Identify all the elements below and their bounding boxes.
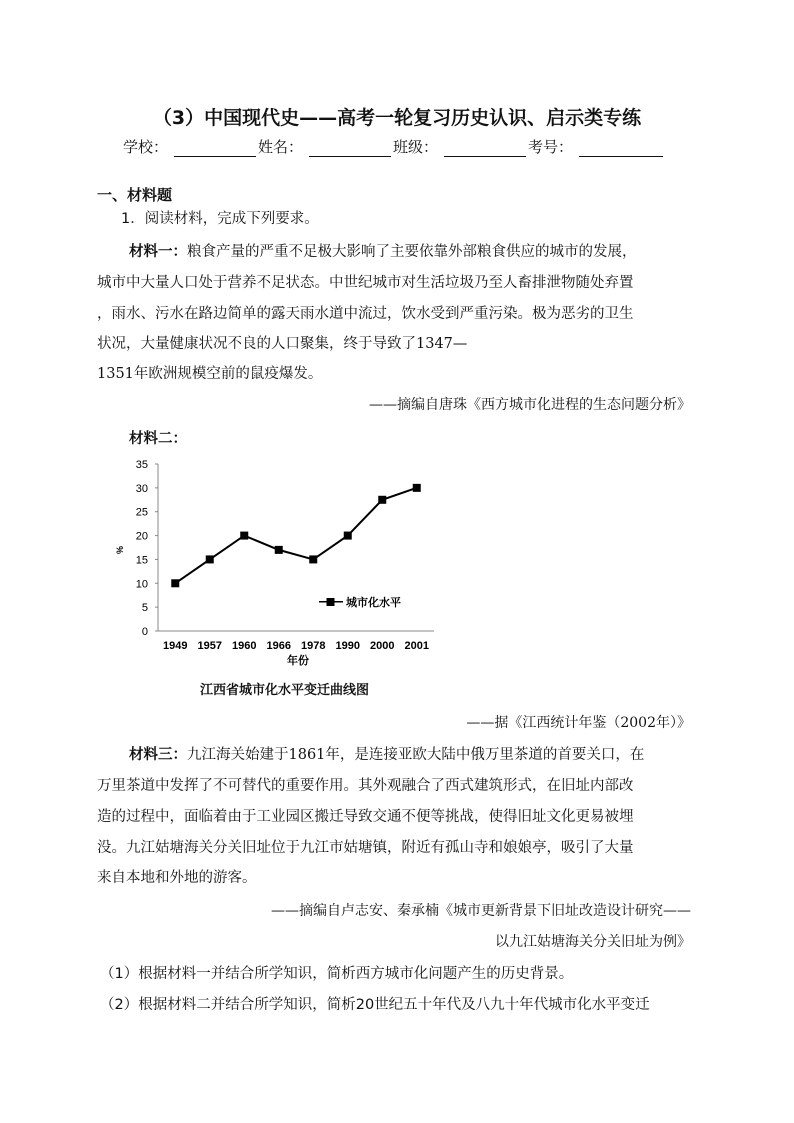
data-point-marker: [240, 532, 248, 540]
chart-caption: 江西省城市化水平变迁曲线图: [200, 683, 370, 698]
y-axis-ticks: [136, 459, 158, 638]
material1-label: 材料一：: [129, 244, 187, 260]
number-blank[interactable]: [579, 141, 663, 157]
data-point-marker: [309, 555, 317, 563]
name-blank[interactable]: [309, 141, 391, 157]
chart-legend: [319, 595, 401, 609]
class-blank[interactable]: [444, 141, 526, 157]
name-label: 姓名：: [258, 138, 304, 156]
number-label: 考号：: [528, 138, 574, 156]
y-tick-label: 0: [141, 626, 148, 638]
material3-source-line-2: 以九江姑塘海关分关旧址为例》: [495, 934, 691, 950]
legend-marker: [327, 598, 335, 606]
x-tick-label: 1990: [335, 640, 360, 652]
y-axis-label: %: [115, 545, 125, 555]
x-tick-label: 2001: [404, 640, 429, 652]
class-label: 班级：: [393, 138, 439, 156]
material2-source: ——据《江西统计年鉴（2002年）》: [466, 715, 691, 731]
material1-source: ——摘编自唐珠《西方城市化进程的生态问题分析》: [369, 397, 691, 413]
material3-line-5: 来自本地和外地的游客。: [97, 870, 257, 886]
data-point-marker: [378, 496, 386, 504]
school-blank[interactable]: [174, 141, 256, 157]
x-tick-label: 1960: [232, 640, 257, 652]
data-point-marker: [206, 555, 214, 563]
data-point-marker: [344, 532, 352, 540]
y-tick-label: 10: [135, 578, 148, 591]
data-point-marker: [413, 484, 421, 492]
section-title: 一、材料题: [97, 186, 173, 204]
legend-label: 城市化水平: [346, 597, 401, 609]
student-info-line: [123, 136, 665, 157]
material3-line-4: 没。九江姑塘海关分关旧址位于九江市姑塘镇，附近有孤山寺和娘娘亭，吸引了大量: [97, 840, 634, 856]
data-point-marker: [171, 579, 179, 587]
material2-label: 材料二：: [129, 431, 187, 447]
material1-line-1: 材料一：粮食产量的严重不足极大影响了主要依靠外部粮食供应的城市的发展，: [129, 244, 637, 260]
data-point-marker: [275, 546, 283, 554]
x-tick-label: 1957: [197, 640, 222, 652]
material3-line-3: 造的过程中，面临着由于工业园区搬迁导致交通不便等挑战，使得旧址文化更易被埋: [97, 809, 634, 825]
material3-label: 材料三：: [129, 747, 187, 763]
x-tick-label: 1949: [163, 640, 188, 652]
x-axis-label: 年份: [287, 655, 309, 667]
x-tick-label: 1978: [301, 640, 326, 652]
question-1: （1）根据材料一并结合所学知识，简析西方城市化问题产生的历史背景。: [100, 966, 574, 982]
y-tick-label: 15: [135, 554, 148, 567]
y-tick-label: 20: [135, 530, 148, 543]
question-intro: 1．阅读材料，完成下列要求。: [121, 211, 319, 227]
x-axis-ticks: [163, 640, 429, 652]
page-title: （3）中国现代史——高考一轮复习历史认识、启示类专练: [152, 107, 642, 129]
urbanization-line-chart: [100, 450, 460, 680]
material3-source-line-1: ——摘编自卢志安、秦承楠《城市更新背景下旧址改造设计研究——: [271, 903, 691, 919]
material1-line-5: 1351年欧洲规模空前的鼠疫爆发。: [97, 366, 323, 382]
school-label: 学校：: [123, 138, 169, 156]
y-tick-label: 35: [135, 459, 148, 471]
x-tick-label: 1966: [266, 640, 291, 652]
material1-line-2: 城市中大量人口处于营养不足状态。中世纪城市对生活垃圾乃至人畜排泄物随处弃置: [97, 275, 634, 291]
material1-line-3: ，雨水、污水在路边简单的露天雨水道中流过，饮水受到严重污染。极为恶劣的卫生: [97, 306, 634, 322]
x-tick-label: 2000: [370, 640, 395, 652]
material3-line-1: 材料三：九江海关始建于1861年，是连接亚欧大陆中俄万里茶道的首要关口，在: [129, 747, 645, 763]
chart-series: [171, 484, 421, 587]
y-tick-label: 5: [141, 602, 148, 615]
y-tick-label: 25: [135, 506, 148, 519]
question-2: （2）根据材料二并结合所学知识，简析20世纪五十年代及八九十年代城市化水平变迁: [100, 997, 650, 1013]
material1-line-4: 状况，大量健康状况不良的人口聚集，终于导致了1347—: [97, 336, 468, 352]
y-tick-label: 30: [135, 482, 148, 495]
material3-line-2: 万里茶道中发挥了不可替代的重要作用。其外观融合了西式建筑形式，在旧址内部改: [97, 778, 634, 794]
